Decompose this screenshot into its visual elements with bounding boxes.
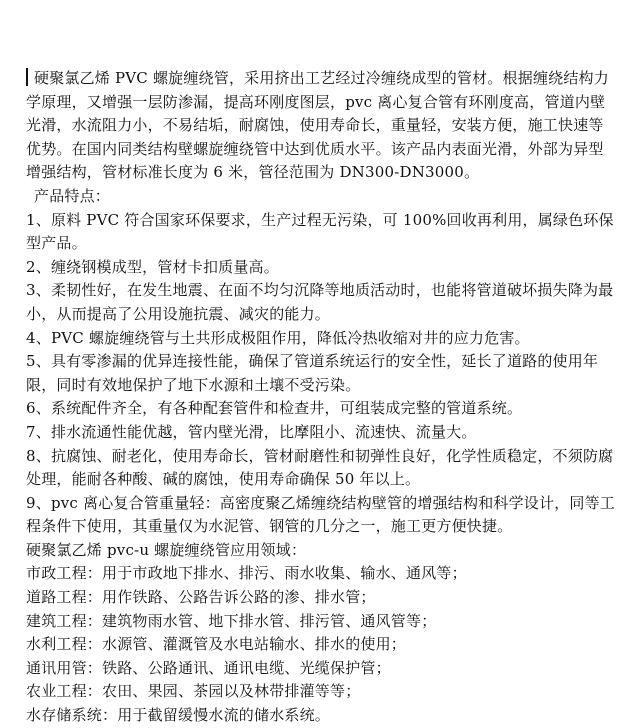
feature-item: 3、柔韧性好，在发生地震、在面不均匀沉降等地质活动时，也能将管道破坏损失降为最小，从而提高了公用设施抗震、减灾的能力。 bbox=[26, 281, 614, 323]
feature-item: 7、排水流通性能优越，管内壁光滑，比摩阻小、流速快、流量大。 bbox=[26, 422, 477, 441]
feature-item: 9、pvc 离心复合管重量轻：高密度聚乙烯缠绕结构壁管的增强结构和科学设计，同等工程条件下使用，其重量仅为水泥管、钢管的几分之一，施工更方便快捷。 bbox=[26, 493, 615, 536]
document-body bbox=[26, 67, 616, 728]
feature-item: 1、原料 PVC 符合国家环保要求，生产过程无污染，可 100%回收再利用，属绿色环保型产品。 bbox=[26, 210, 614, 253]
application-item: 道路工程：用作铁路、公路告诉公路的渗、排水管； bbox=[26, 588, 376, 607]
features-heading: 产品特点： bbox=[34, 186, 111, 205]
features-list bbox=[26, 209, 616, 539]
application-item: 水利工程：水源管、灌溉管及水电站输水、排水的使用； bbox=[26, 635, 407, 654]
intro-paragraph bbox=[26, 67, 616, 185]
application-item: 通讯用管：铁路、公路通讯、通讯电缆、光缆保护管； bbox=[26, 658, 391, 677]
application-item: 建筑工程：建筑物雨水管、地下排水管、排污管、通风管等； bbox=[26, 611, 437, 630]
applications-list bbox=[26, 562, 616, 727]
feature-item: 6、系统配件齐全，有各种配套管件和检查井，可组装成完整的管道系统。 bbox=[26, 399, 523, 418]
feature-item: 5、具有零渗漏的优异连接性能，确保了管道系统运行的安全性，延长了道路的使用年限，同时有效地保护了地下水源和土壤不受污染。 bbox=[26, 352, 599, 394]
text-cursor bbox=[26, 68, 28, 86]
application-item: 市政工程：用于市政地下排水、排污、雨水收集、输水、通风等； bbox=[26, 564, 467, 583]
feature-item: 8、抗腐蚀、耐老化，使用寿命长，管材耐磨性和韧弹性良好，化学性质稳定，不须防腐处理，能耐各种酸、碱的腐蚀，使用寿命确保 50 年以上。 bbox=[26, 446, 614, 489]
application-item: 水存储系统：用于截留缓慢水流的储水系统。 bbox=[26, 706, 331, 725]
intro-text: 硬聚氯乙烯 PVC 螺旋缠绕管，采用挤出工艺经过冷缠绕成型的管材。根据缠绕结构力学原理，又增强一层防渗漏，提高环刚度图层，pvc 离心复合管有环刚度高，管道内壁光滑，水流阻力小，不易结垢，耐腐蚀，使用寿命长，重量轻，安装方便，施工快速等优势。在国内同类结构壁螺旋缠绕管中达到优质水平。该产品内表面光滑，外部为异型增强结构，管材标准长度为 6 米，管径范围为 DN300-DN3000。 bbox=[26, 69, 609, 182]
feature-item: 2、缠绕钢模成型，管材卡扣质量高。 bbox=[26, 257, 279, 276]
application-item: 农业工程：农田、果园、茶园以及林带排灌等等； bbox=[26, 682, 361, 701]
applications-heading: 硬聚氯乙烯 pvc-u 螺旋缠绕管应用领域： bbox=[26, 540, 307, 559]
feature-item: 4、PVC 螺旋缠绕管与土共形成极阻作用，降低冷热收缩对井的应力危害。 bbox=[26, 328, 530, 347]
